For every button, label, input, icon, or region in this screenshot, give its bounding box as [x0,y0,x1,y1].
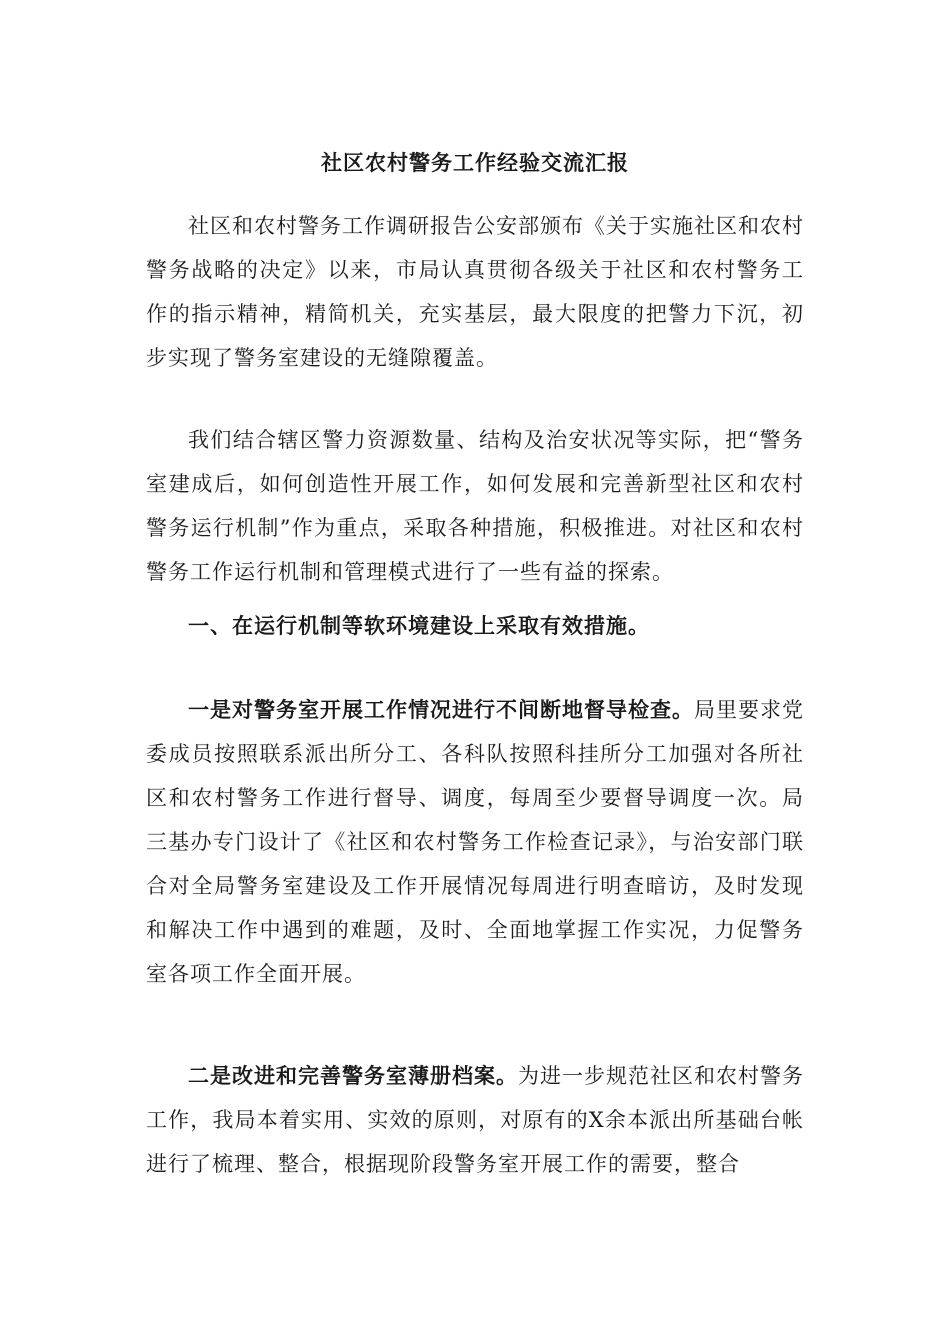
paragraph-item-2 [146,1054,804,1186]
document-title: 社区农村警务工作经验交流汇报 [321,150,629,175]
paragraph-item-1 [146,688,804,996]
paragraph-intro: 社区和农村警务工作调研报告公安部颁布《关于实施社区和农村警务战略的决定》以来，市局认真贯彻各级关于社区和农村警务工作的指示精神，精简机关，充实基层，最大限度的把警力下沉，初步实现了警务室建设的无缝隙覆盖。 [146,214,804,370]
section-heading: 一、在运行机制等软环境建设上采取有效措施。 [188,613,650,638]
item-2-text: 为进一步规范社区和农村警务工作，我局本着实用、实效的原则，对原有的X余本派出所基础台帐进行了梳理、整合，根据现阶段警务室开展工作的需要，整合 [146,1064,804,1176]
item-2-lead: 二是改进和完善警务室薄册档案。 [188,1063,518,1088]
paragraph-approach: 我们结合辖区警力资源数量、结构及治安状况等实际，把“警务室建成后，如何创造性开展工作，如何发展和完善新型社区和农村警务运行机制”作为重点，采取各种措施，积极推进。对社区和农村警务工作运行机制和管理模式进行了一些有益的探索。 [146,428,804,584]
item-1-lead: 一是对警务室开展工作情况进行不间断地督导检查。 [188,697,694,722]
item-1-text: 局里要求党委成员按照联系派出所分工、各科队按照科挂所分工加强对各所社区和农村警务工作进行督导、调度，每周至少要督导调度一次。局三基办专门设计了《社区和农村警务工作检查记录》，与治安部门联合对全局警务室建设及工作开展情况每周进行明查暗访，及时发现和解决工作中遇到的难题，及时、全面地掌握工作实况，力促警务室各项工作全面开展。 [146,698,804,986]
